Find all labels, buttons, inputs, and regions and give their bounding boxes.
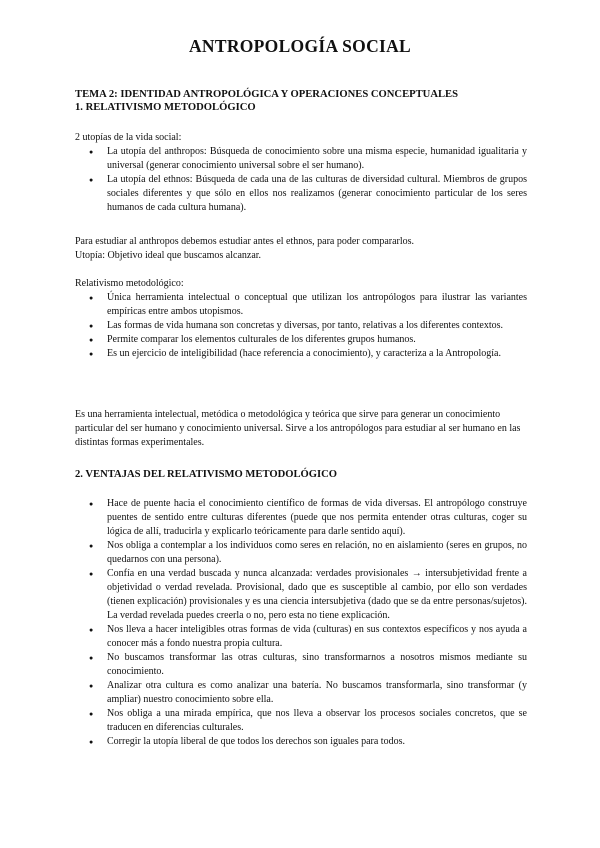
section1-heading: 1. RELATIVISMO METODOLÓGICO [75, 102, 256, 113]
utopia-definition: Utopía: Objetivo ideal que buscamos alcanzar. [75, 250, 262, 261]
list-item: ● Las formas de vida humana son concretas y diversas, por tanto, relativas a los diferentes contextos. [75, 319, 527, 333]
list-item: ● Nos lleva a hacer inteligibles otras formas de vida (culturas) en sus contextos específicos y nos ayuda a conocer más a fondo nuestra propia cultura. [75, 623, 527, 651]
tema-heading: TEMA 2: IDENTIDAD ANTROPOLÓGICA Y OPERACIONES CONCEPTUALES [75, 89, 458, 100]
utopias-intro: 2 utopías de la vida social: [75, 132, 182, 143]
section2-heading: 2. VENTAJAS DEL RELATIVISMO METODOLÓGICO [75, 469, 338, 480]
document-title: ANTROPOLOGÍA SOCIAL [188, 36, 412, 56]
summary-paragraph: Es una herramienta intelectual, metódica o metodológica y teórica que sirve para generar un conocimiento particular del ser humano y conocimiento universal. Sirve a los antropólogos para estudiar al ser humano en las distintas formas experimentales. [75, 409, 521, 448]
relativismo-list [75, 291, 527, 361]
utopias-list [75, 145, 527, 215]
list-item: ● Confía en una verdad buscada y nunca alcanzada: verdades provisionales → intersubjetividad frente a objetividad o verdad revelada. Provisional, dado que es susceptible al cambio, por ello son verdades (tienen explicación) provisionales y es una ciencia intersubjetiva (dado que se da entre personas/sujetos). La verdad revelada puedes creerla o no, pero esta no tiene explicación. [75, 567, 527, 623]
anthropos-paragraph: Para estudiar al anthropos debemos estudiar antes el ethnos, para poder compararlos. [75, 236, 415, 247]
list-item: ● Nos obliga a contemplar a los individuos como seres en relación, no en aislamiento (seres en grupos, no quedarnos con una persona). [75, 539, 527, 567]
list-item: ● Única herramienta intelectual o conceptual que utilizan los antropólogos para ilustrar las variantes empíricas entre ambos utopismos. [75, 291, 527, 319]
list-item: ● La utopía del anthropos: Búsqueda de conocimiento sobre una misma especie, humanidad igualitaria y universal (generar conocimiento universal sobre el ser humano). [75, 145, 527, 173]
list-item: ● Es un ejercicio de inteligibilidad (hace referencia a conocimiento), y caracteriza a la Antropología. [75, 347, 527, 361]
list-item: ● Analizar otra cultura es como analizar una batería. No buscamos transformarla, sino transformar (y ampliar) nuestro conocimiento sobre ella. [75, 679, 527, 707]
list-item: ● Permite comparar los elementos culturales de los diferentes grupos humanos. [75, 333, 527, 347]
list-item: ● Hace de puente hacia el conocimiento científico de formas de vida diversas. El antropólogo construye puentes de sentido entre culturas diferentes (puede que nos permita entender otras culturas, coger su lógica de allí, traducirla y explicarlo teóricamente para darle sentido aquí). [75, 497, 527, 539]
list-item: ● No buscamos transformar las otras culturas, sino transformarnos a nosotros mismos mediante su conocimiento. [75, 651, 527, 679]
ventajas-list [75, 497, 527, 749]
list-item: ● Nos obliga a una mirada empírica, que nos lleva a observar los procesos sociales concretos, que se traducen en diferencias culturales. [75, 707, 527, 735]
relativismo-intro: Relativismo metodológico: [75, 278, 184, 289]
list-item: ● La utopía del ethnos: Búsqueda de cada una de las culturas de diversidad cultural. Miembros de grupos sociales diferentes y que sólo en ellos nos realizamos (generar conocimiento particular de los seres humanos de cada cultura humana). [75, 173, 527, 215]
list-item: ● Corregir la utopía liberal de que todos los derechos son iguales para todos. [75, 735, 527, 749]
